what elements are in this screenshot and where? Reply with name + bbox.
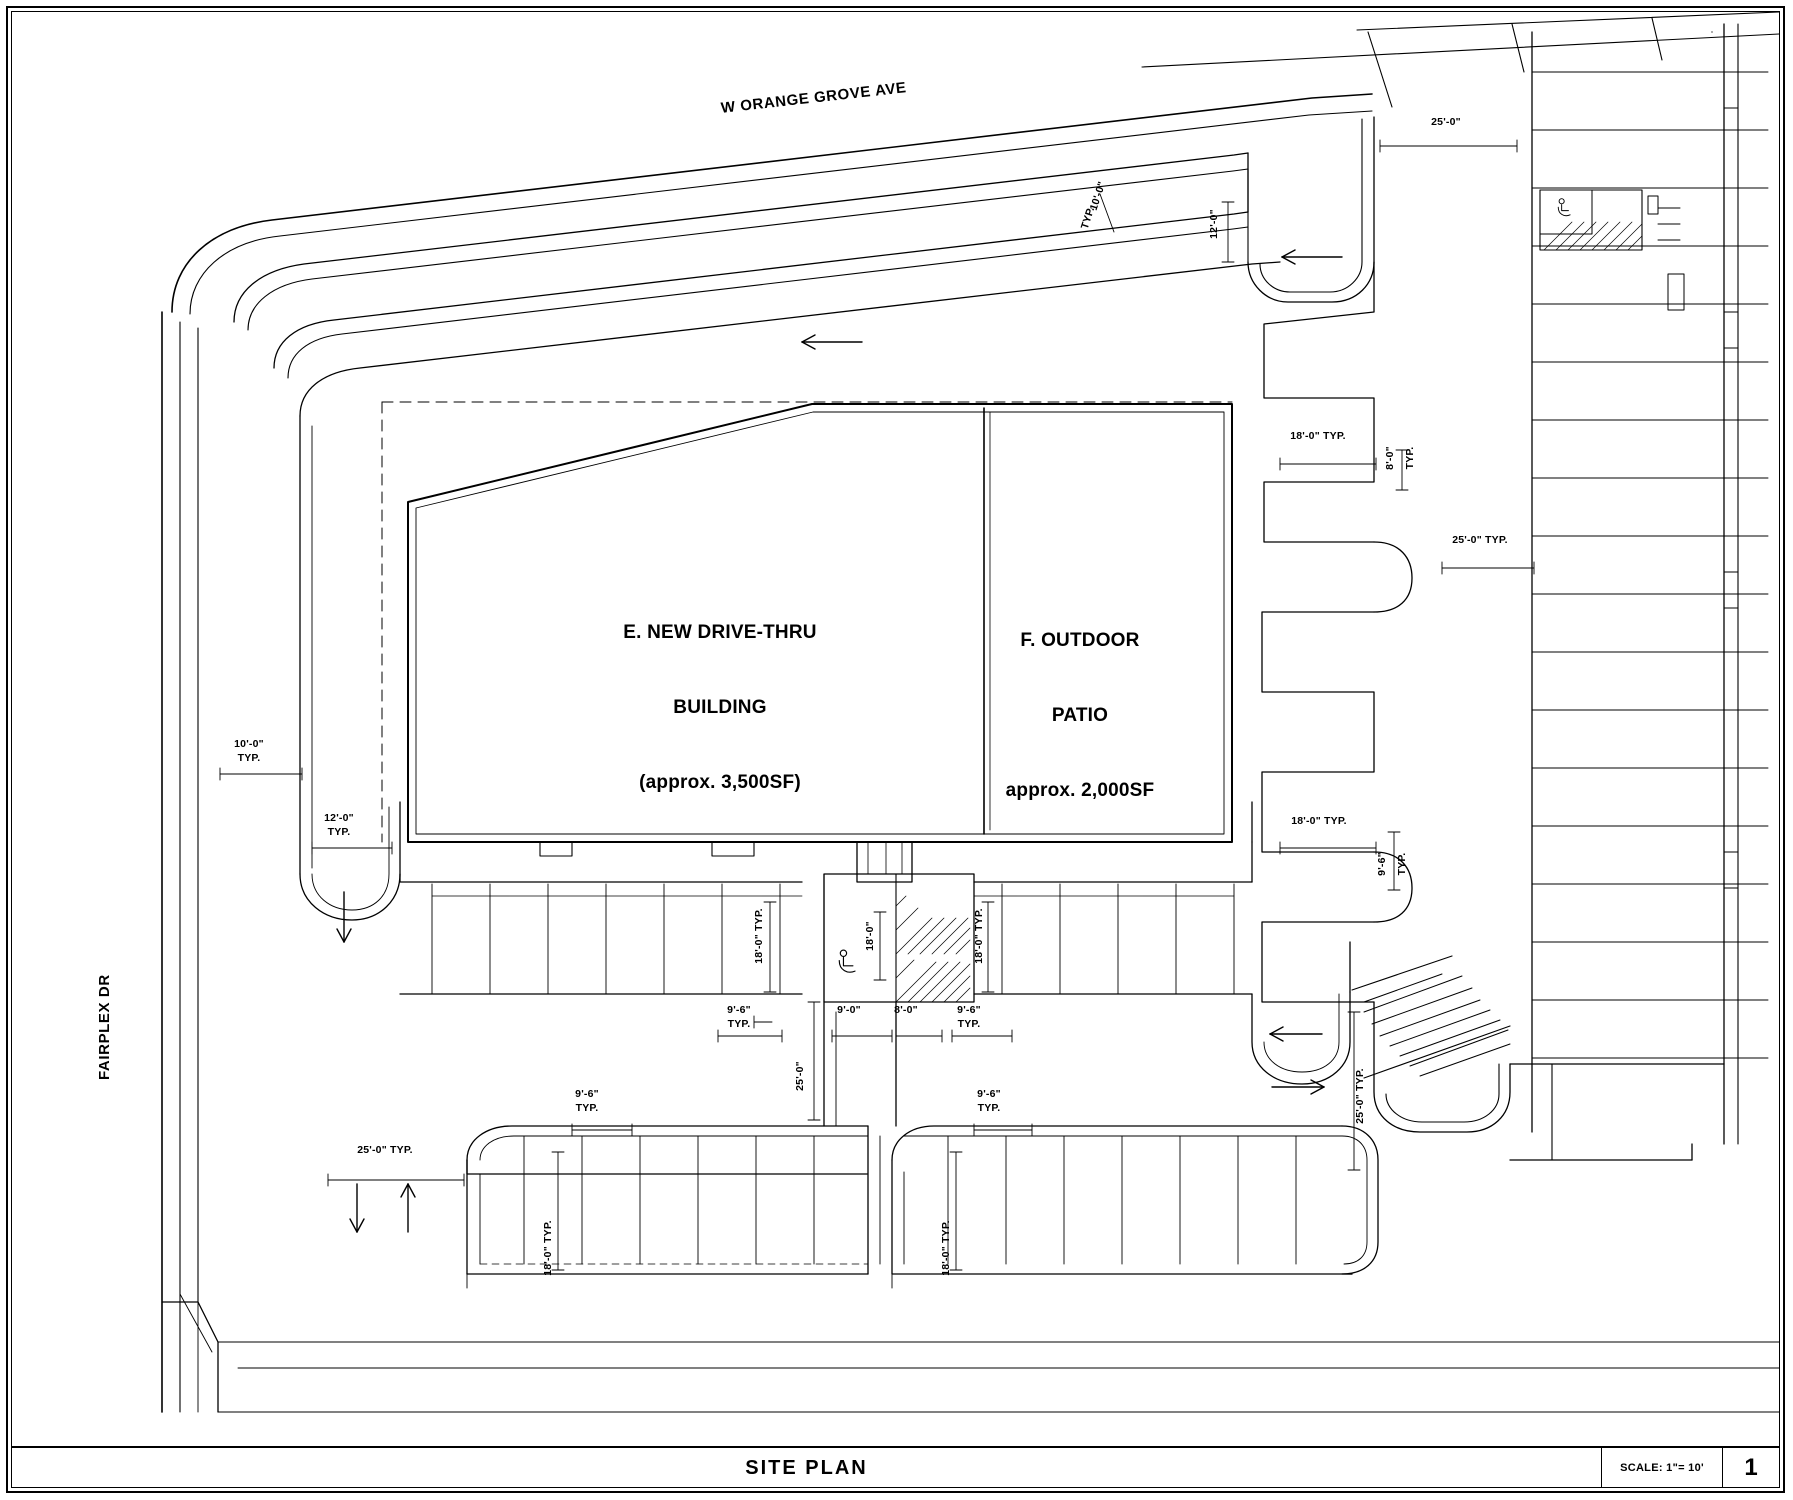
dim-96-row1-a: 9'-6" bbox=[727, 1004, 751, 1016]
dim-18-bottom-a: 18'-0" TYP. bbox=[542, 1220, 554, 1276]
dim-typ-right-bay-2: TYP. bbox=[1396, 852, 1408, 876]
dim-96-bottom-b: 9'-6" bbox=[977, 1088, 1001, 1100]
sheet-title: SITE PLAN bbox=[745, 1456, 868, 1479]
building-label-drive-thru bbox=[570, 570, 870, 845]
street-label-orange-grove: W ORANGE GROVE AVE bbox=[720, 79, 908, 117]
dim-96-row1-b: 9'-6" bbox=[957, 1004, 981, 1016]
dim-9-ada: 9'-0" bbox=[837, 1004, 861, 1016]
dim-25-middle-drive: 25'-0" bbox=[794, 1061, 806, 1091]
dim-typ-left: TYP. bbox=[237, 752, 261, 764]
sheet-number: 1 bbox=[1722, 1448, 1779, 1488]
dim-18-right-bay-2: 18'-0" TYP. bbox=[1291, 815, 1347, 827]
dim-typ-bottom-a: TYP. bbox=[575, 1102, 599, 1114]
dim-18-ada: 18'-0" bbox=[864, 921, 876, 951]
sheet-scale: SCALE: 1"= 10' bbox=[1601, 1448, 1722, 1488]
street-label-fairplex: FAIRPLEX DR bbox=[96, 974, 113, 1080]
dim-25-bottom-left: 25'-0" TYP. bbox=[357, 1144, 413, 1156]
dim-typ-row1-b: TYP. bbox=[957, 1018, 981, 1030]
dim-12-top-aisle: 12'-0" bbox=[1208, 209, 1220, 239]
dim-typ-upper-diagonal: TYP. bbox=[1078, 205, 1098, 231]
dim-18-row1-right: 18'-0" TYP. bbox=[973, 908, 985, 964]
dim-25-top-right: 25'-0" bbox=[1431, 116, 1461, 128]
dim-25-right-aisle: 25'-0" TYP. bbox=[1452, 534, 1508, 546]
patio-label-line3: approx. 2,000SF bbox=[1005, 780, 1155, 801]
dim-18-row1-left: 18'-0" TYP. bbox=[753, 908, 765, 964]
dim-96-bottom-a: 9'-6" bbox=[575, 1088, 599, 1100]
title-block bbox=[12, 1446, 1779, 1488]
dim-8-right-bay-1: 8'-0" bbox=[1384, 446, 1396, 470]
dim-typ-left-2: TYP. bbox=[327, 826, 351, 838]
plan-drawing-area bbox=[12, 12, 1779, 1432]
dim-18-right-bay-1: 18'-0" TYP. bbox=[1290, 430, 1346, 442]
dim-typ-right-bay-1: TYP. bbox=[1404, 446, 1416, 470]
building-label-line2: BUILDING bbox=[673, 697, 767, 718]
dim-96-right-bay-2: 9'-6" bbox=[1376, 852, 1388, 876]
patio-label-line1: F. OUTDOOR bbox=[1020, 630, 1140, 651]
dim-12-left: 12'-0" bbox=[324, 812, 354, 824]
dim-8-ada-aisle: 8'-0" bbox=[894, 1004, 918, 1016]
building-label-patio bbox=[950, 578, 1210, 853]
title-block-title-area bbox=[12, 1448, 1601, 1488]
building-label-line1: E. NEW DRIVE-THRU bbox=[623, 622, 817, 643]
dim-18-bottom-b: 18'-0" TYP. bbox=[940, 1220, 952, 1276]
site-plan-vector bbox=[12, 12, 1779, 1432]
patio-label-line2: PATIO bbox=[1051, 705, 1109, 726]
dim-typ-bottom-b: TYP. bbox=[977, 1102, 1001, 1114]
dim-25-east-aisle: 25'-0" TYP. bbox=[1354, 1068, 1366, 1124]
building-label-line3: (approx. 3,500SF) bbox=[639, 772, 801, 793]
dim-typ-row1-a: TYP. bbox=[727, 1018, 751, 1030]
dim-10-left: 10'-0" bbox=[234, 738, 264, 750]
dim-10-upper-diagonal: 10'-0" bbox=[1087, 180, 1109, 212]
